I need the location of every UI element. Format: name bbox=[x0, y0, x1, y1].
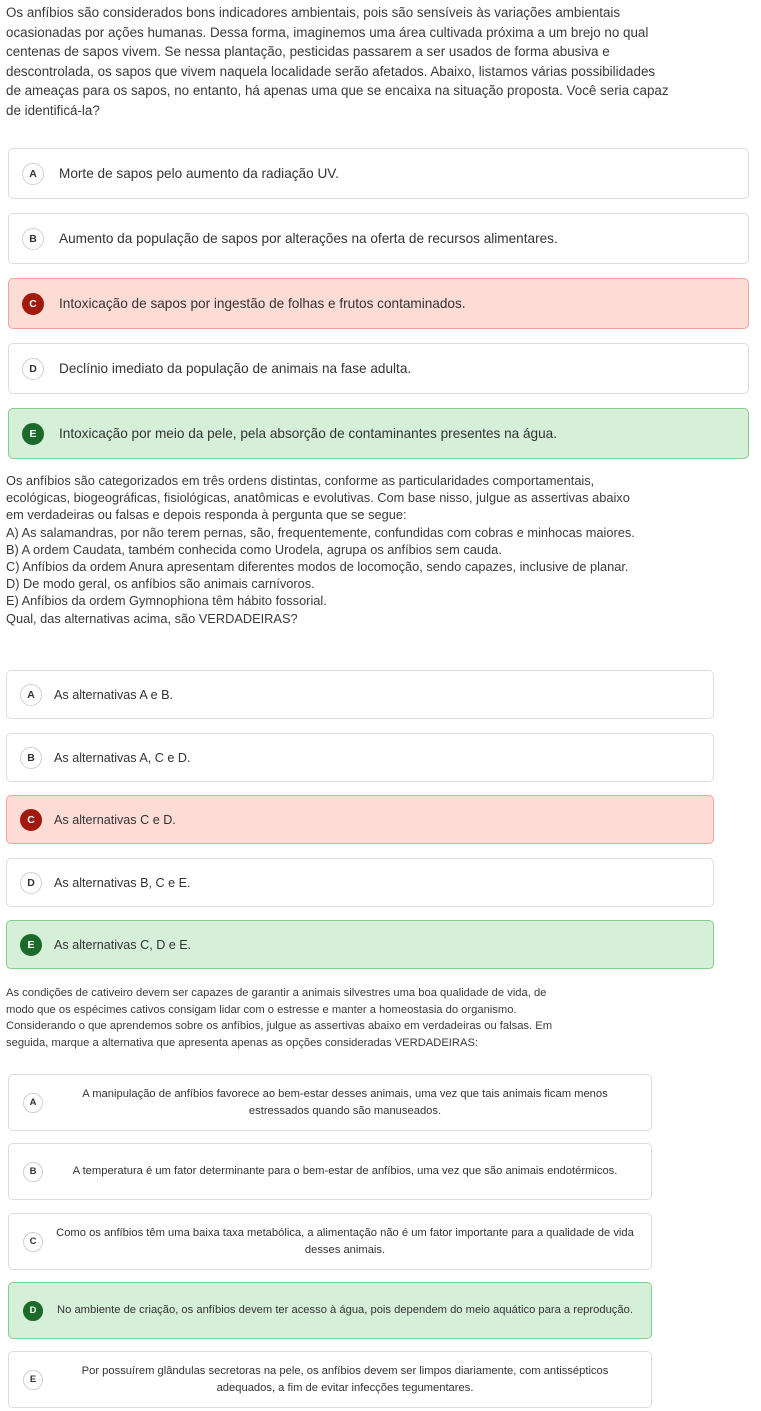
q2-option-e[interactable] bbox=[6, 920, 714, 969]
q1-option-d[interactable] bbox=[8, 343, 749, 394]
question-1-text: Os anfíbios são considerados bons indicadores ambientais, pois são sensíveis às variações ambientais ocasionadas por ações humanas. Dessa forma, imaginemos uma área cultivada próxima a um brejo no qual centenas de sapos vivem. Se nessa plantação, pesticidas passarem a ser usados de forma abusiva e descontrolada, os sapos que vivem naquela localidade serão afetados. Abaixo, listamos várias possibilidades de ameaças para os sapos, no entanto, há apenas uma que se encaixa na situação proposta. Você seria capaz de identificá-la? bbox=[6, 5, 669, 118]
q3-option-a[interactable] bbox=[8, 1074, 652, 1131]
q1-option-a[interactable] bbox=[8, 148, 749, 199]
option-text: As alternativas A, C e D. bbox=[54, 750, 191, 765]
option-letter-badge: C bbox=[20, 809, 42, 831]
option-text: Por possuírem glândulas secretoras na pele, os anfíbios devem ser limpos diariamente, com antissépticos adequados, a fim de evitar infecções tegumentares. bbox=[81, 1365, 609, 1394]
q1-option-c[interactable] bbox=[8, 278, 749, 329]
option-letter-badge: A bbox=[20, 684, 42, 706]
question-3-text: As condições de cativeiro devem ser capazes de garantir a animais silvestres uma boa qualidade de vida, de modo que os espécimes cativos consigam lidar com o estresse e manter a homeostasia do organismo. Considerando o que aprendemos sobre os anfíbios, julgue as assertivas abaixo em verdadeiras ou falsas. Em seguida, marque a alternativa que apresenta apenas as opções consideradas VERDADEIRAS: bbox=[6, 987, 553, 1049]
q3-option-b[interactable] bbox=[8, 1143, 652, 1200]
question-2-text: Os anfíbios são categorizados em três ordens distintas, conforme as particularidades comportamentais, ecológicas, biogeográficas, fisiológicas, anatômicas e evolutivas. Com base nisso, julgue as assertivas abaixo em verdadeiras ou falsas e depois responda à pergunta que se segue: A) As salamandras, por não terem pernas, são, frequentemente, confundidas com cobras e minhocas maiores. B) A ordem Caudata, também conhecida como Urodela, agrupa os anfíbios sem cauda. C) Anfíbios da ordem Anura apresentam diferentes modos de locomoção, sendo capazes, inclusive de planar. D) De modo geral, os anfíbios são animais carnívoros. E) Anfíbios da ordem Gymnophiona têm hábito fossorial. Qual, das alternativas acima, são VERDADEIRAS? bbox=[6, 473, 635, 626]
q2-option-b[interactable] bbox=[6, 733, 714, 782]
q1-option-e[interactable] bbox=[8, 408, 749, 459]
option-letter-badge: D bbox=[22, 358, 44, 380]
option-text: As alternativas B, C e E. bbox=[54, 875, 191, 890]
option-text: As alternativas C e D. bbox=[54, 812, 176, 827]
option-text: Morte de sapos pelo aumento da radiação UV. bbox=[59, 166, 339, 181]
option-text: Declínio imediato da população de animais na fase adulta. bbox=[59, 361, 412, 376]
option-letter-badge: B bbox=[23, 1162, 43, 1182]
option-letter-badge: A bbox=[23, 1093, 43, 1113]
q2-option-a[interactable] bbox=[6, 670, 714, 719]
q2-option-c[interactable] bbox=[6, 795, 714, 844]
option-text: No ambiente de criação, os anfíbios devem ter acesso à água, pois dependem do meio aquático para a reprodução. bbox=[57, 1304, 633, 1317]
option-letter-badge: C bbox=[23, 1232, 43, 1252]
option-text: Intoxicação de sapos por ingestão de folhas e frutos contaminados. bbox=[59, 296, 466, 311]
option-letter-badge: E bbox=[22, 423, 44, 445]
q2-option-d[interactable] bbox=[6, 858, 714, 907]
option-text: As alternativas C, D e E. bbox=[54, 937, 192, 952]
q3-option-e[interactable] bbox=[8, 1351, 652, 1408]
option-text: A manipulação de anfíbios favorece ao bem-estar desses animais, uma vez que tais animais ficam menos estressados quando são manuseados. bbox=[82, 1088, 608, 1117]
option-text: Intoxicação por meio da pele, pela absorção de contaminantes presentes na água. bbox=[59, 426, 558, 441]
q3-option-d[interactable] bbox=[8, 1282, 652, 1339]
option-letter-badge: B bbox=[20, 747, 42, 769]
option-text: As alternativas A e B. bbox=[54, 687, 174, 702]
option-text: A temperatura é um fator determinante para o bem-estar de anfíbios, uma vez que são animais endotérmicos. bbox=[72, 1165, 618, 1178]
option-letter-badge: D bbox=[20, 872, 42, 894]
option-letter-badge: D bbox=[23, 1301, 43, 1321]
option-letter-badge: B bbox=[22, 228, 44, 250]
option-letter-badge: C bbox=[22, 293, 44, 315]
option-text: Como os anfíbios têm uma baixa taxa metabólica, a alimentação não é um fator importante para a qualidade de vida desses animais. bbox=[56, 1227, 634, 1256]
option-letter-badge: E bbox=[20, 934, 42, 956]
option-letter-badge: A bbox=[22, 163, 44, 185]
q3-option-c[interactable] bbox=[8, 1213, 652, 1270]
option-text: Aumento da população de sapos por alterações na oferta de recursos alimentares. bbox=[59, 231, 558, 246]
option-letter-badge: E bbox=[23, 1370, 43, 1390]
q1-option-b[interactable] bbox=[8, 213, 749, 264]
